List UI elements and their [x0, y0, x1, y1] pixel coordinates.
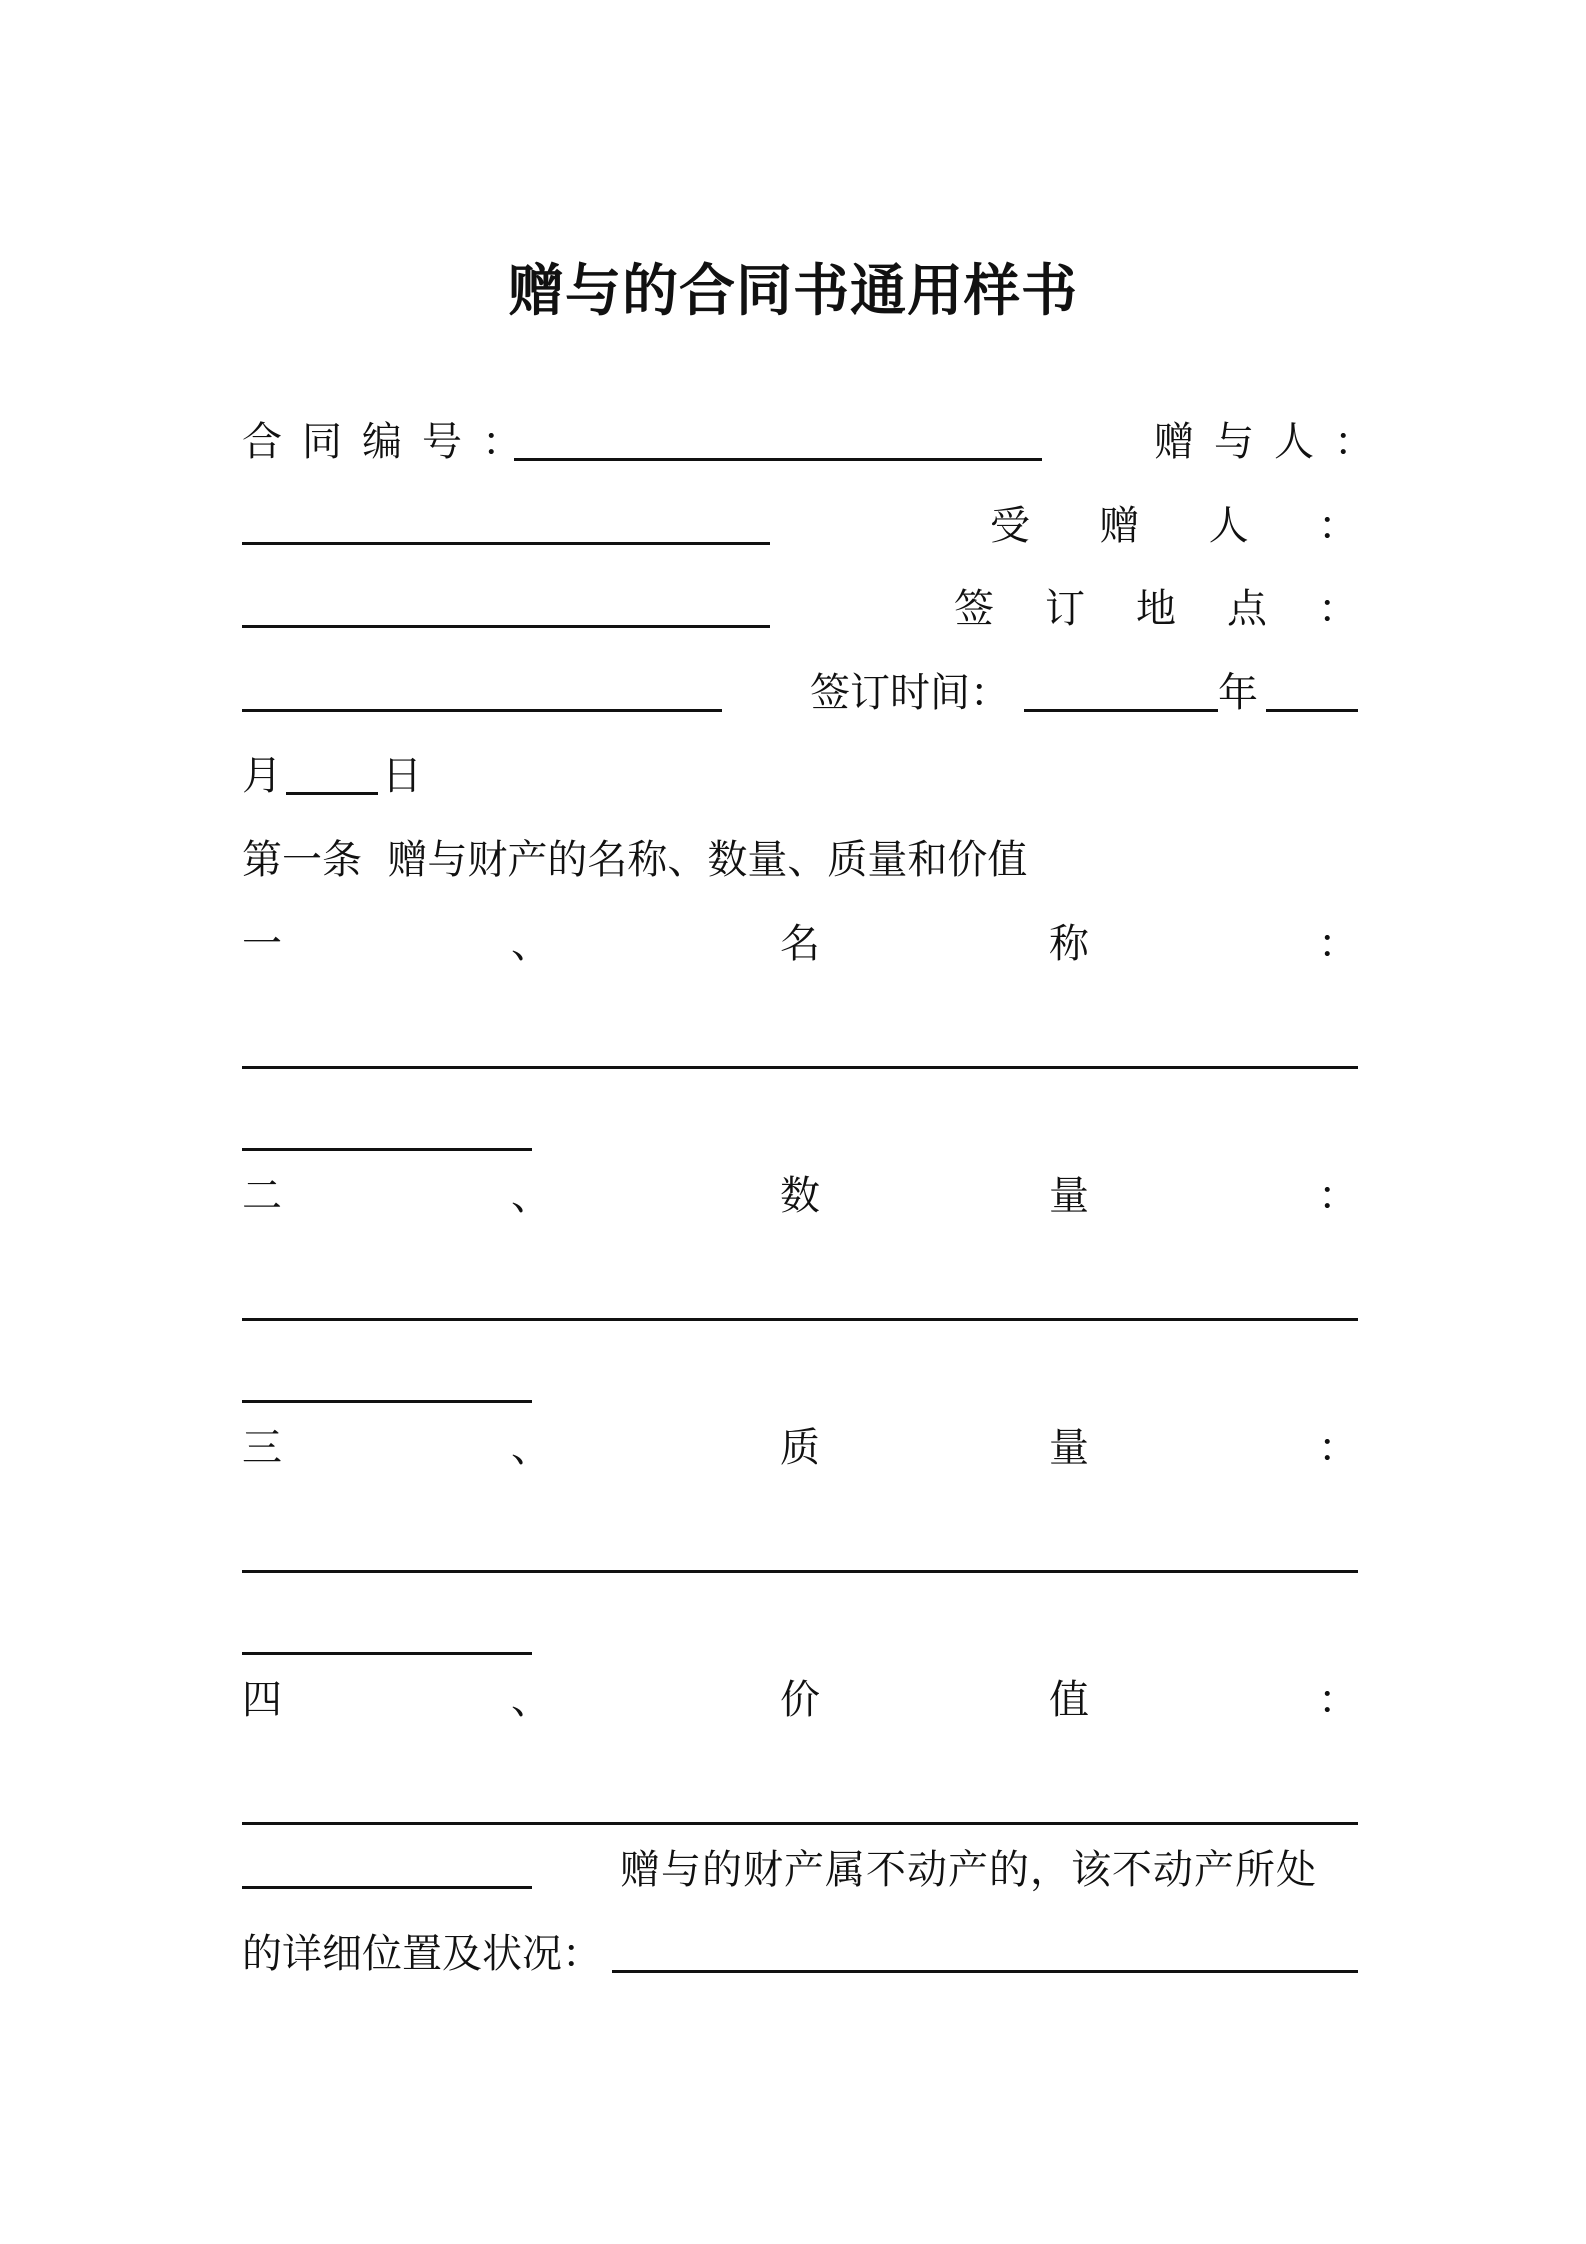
- item-quality-field-line-2: [242, 1606, 1358, 1666]
- item-quality-field[interactable]: [242, 1524, 1358, 1573]
- donor-field[interactable]: [242, 496, 770, 545]
- donee-char: 人: [1208, 503, 1249, 549]
- item-value-field-line: [242, 1776, 1358, 1836]
- place-char: 订: [1045, 586, 1085, 632]
- real-estate-text-1: 赠与的财产属不动产的，该不动产所处: [620, 1847, 1317, 1893]
- item-quantity-field-continued[interactable]: [242, 1354, 532, 1403]
- contract-number-line: [242, 412, 1394, 472]
- place-char: 签: [954, 586, 994, 632]
- item-quality-field-line: [242, 1524, 1358, 1584]
- item-quantity-field-line-2: [242, 1354, 1358, 1414]
- real-estate-text-2: 的详细位置及状况：: [242, 1931, 602, 1977]
- item-char: 、: [511, 1677, 551, 1723]
- item-value-field-continued[interactable]: [242, 1840, 532, 1889]
- item-name-label: [242, 914, 1358, 974]
- donee-char: 赠: [1099, 503, 1140, 549]
- donee-label: [990, 496, 1358, 556]
- item-char: 、: [511, 1425, 551, 1471]
- item-char: 名: [780, 921, 820, 967]
- real-estate-line-1: [242, 1840, 1358, 1900]
- item-value-label: [242, 1670, 1358, 1730]
- item-quantity-field[interactable]: [242, 1272, 1358, 1321]
- donee-char: 受: [990, 503, 1030, 549]
- place-char: 点: [1227, 586, 1267, 632]
- item-char: ：: [1318, 921, 1358, 967]
- donor-label: 赠与人：: [1154, 419, 1394, 465]
- item-char: 二: [242, 1173, 282, 1219]
- real-estate-line-2: [242, 1924, 1358, 1984]
- item-char: 量: [1049, 1425, 1089, 1471]
- signing-place-label: [954, 579, 1358, 639]
- item-char: 四: [242, 1677, 282, 1723]
- item-name-field-line-2: [242, 1102, 1358, 1162]
- item-quality-label: [242, 1418, 1358, 1478]
- item-value-label-line: [242, 1670, 1358, 1730]
- item-value-field[interactable]: [242, 1776, 1358, 1825]
- item-char: ：: [1318, 1677, 1358, 1723]
- year-label: 年: [1218, 670, 1258, 716]
- item-quantity-label: [242, 1166, 1358, 1226]
- item-char: ：: [1318, 1425, 1358, 1471]
- item-char: 数: [780, 1173, 820, 1219]
- item-name-field[interactable]: [242, 1020, 1358, 1069]
- item-quantity-field-line: [242, 1272, 1358, 1332]
- article-one-heading-text: 第一条 赠与财产的名称、数量、质量和价值: [242, 837, 1028, 883]
- day-field[interactable]: [286, 746, 378, 795]
- donee-field[interactable]: [242, 579, 770, 628]
- donee-char: ：: [1317, 503, 1358, 549]
- item-char: 值: [1049, 1677, 1089, 1723]
- item-char: 一: [242, 921, 282, 967]
- place-char: 地: [1136, 586, 1176, 632]
- item-char: 价: [780, 1677, 820, 1723]
- signing-place-line: [242, 579, 1358, 639]
- signing-time-label: 签订时间：: [810, 670, 1010, 716]
- item-quality-field-continued[interactable]: [242, 1606, 532, 1655]
- real-estate-location-field[interactable]: [612, 1924, 1358, 1973]
- item-char: 称: [1049, 921, 1089, 967]
- item-char: ：: [1318, 1173, 1358, 1219]
- item-char: 质: [780, 1425, 820, 1471]
- month-field[interactable]: [1266, 663, 1358, 712]
- item-char: 量: [1049, 1173, 1089, 1219]
- signing-place-field[interactable]: [242, 663, 722, 712]
- item-quality-label-line: [242, 1418, 1358, 1478]
- document-title: 赠与的合同书通用样书: [508, 259, 1078, 324]
- place-char: ：: [1318, 586, 1358, 632]
- item-quantity-label-line: [242, 1166, 1358, 1226]
- contract-number-label: 合同编号：: [242, 419, 542, 465]
- item-name-label-line: [242, 914, 1358, 974]
- donee-line: [242, 496, 1358, 556]
- item-name-field-line: [242, 1020, 1358, 1080]
- item-char: 三: [242, 1425, 282, 1471]
- item-char: 、: [511, 921, 551, 967]
- contract-number-field[interactable]: [514, 412, 1042, 461]
- month-day-line: [242, 746, 1358, 806]
- month-label: 月: [242, 753, 282, 799]
- item-name-field-continued[interactable]: [242, 1102, 532, 1151]
- year-field[interactable]: [1024, 663, 1218, 712]
- day-label: 日: [382, 753, 422, 799]
- signing-time-line: [242, 663, 1358, 723]
- article-one-heading: [242, 830, 1358, 890]
- item-char: 、: [511, 1173, 551, 1219]
